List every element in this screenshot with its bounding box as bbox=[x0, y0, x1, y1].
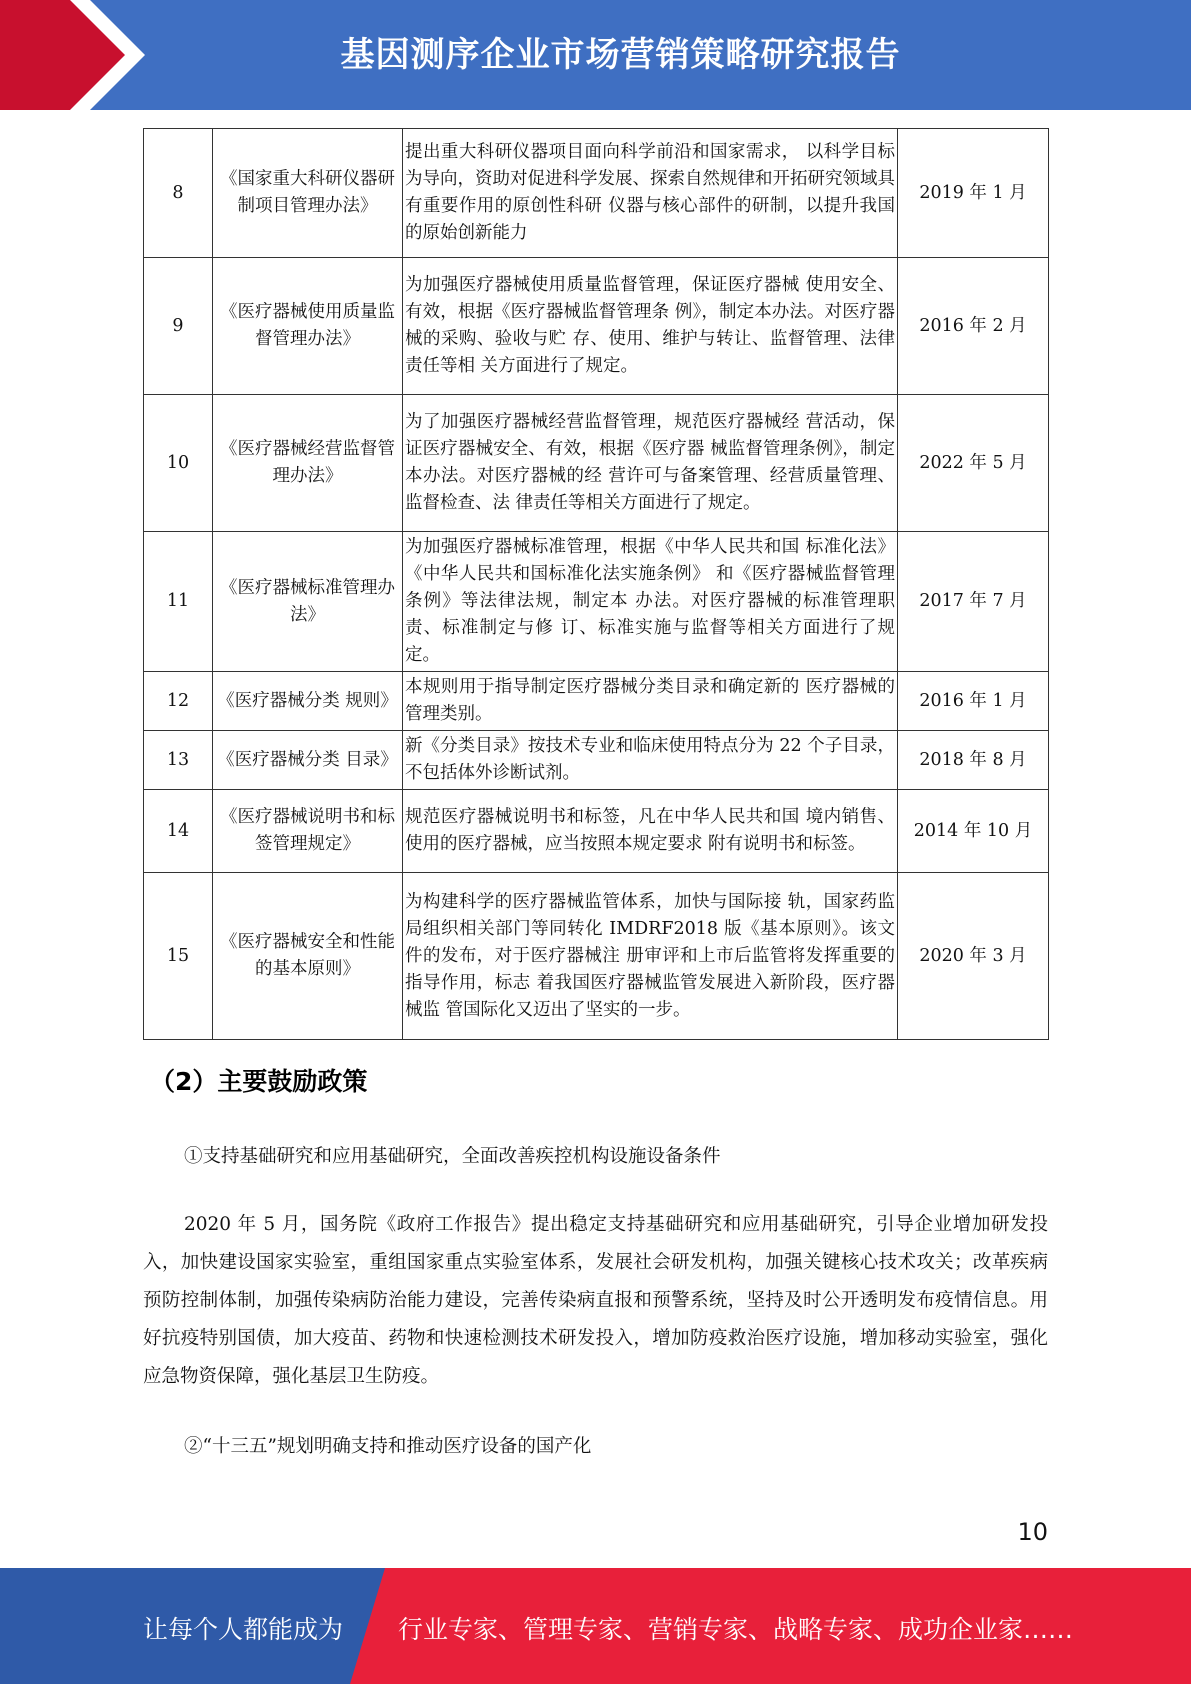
regulation-name: 《医疗器械经营监督管理办法》 bbox=[213, 395, 403, 532]
issue-date: 2016 年 1 月 bbox=[898, 672, 1049, 731]
issue-date: 2020 年 3 月 bbox=[898, 873, 1049, 1040]
footer-slogan-right: 行业专家、管理专家、营销专家、战略专家、成功企业家…… bbox=[398, 1615, 1074, 1644]
regulation-description: 为了加强医疗器械经营监督管理，规范医疗器械经 营活动，保证医疗器械安全、有效，根据《医疗器 械监督管理条例》，制定本办法。对医疗器械的经 营许可与备案管理、经营质量管理、监督检查、法 律责任等相关方面进行了规定。 bbox=[403, 395, 898, 532]
issue-date: 2017 年 7 月 bbox=[898, 532, 1049, 672]
issue-date: 2022 年 5 月 bbox=[898, 395, 1049, 532]
regulation-table-body bbox=[144, 129, 1049, 1040]
row-number: 9 bbox=[144, 258, 213, 395]
regulation-name: 《医疗器械分类 规则》 bbox=[213, 672, 403, 731]
header-red-arrow-decoration bbox=[0, 0, 160, 110]
table-row bbox=[144, 129, 1049, 258]
section-heading: （2）主要鼓励政策 bbox=[150, 1067, 368, 1096]
footer-slogan-left: 让每个人都能成为 bbox=[143, 1615, 344, 1644]
regulation-description: 规范医疗器械说明书和标签，凡在中华人民共和国 境内销售、使用的医疗器械，应当按照本规定要求 附有说明书和标签。 bbox=[403, 790, 898, 873]
table-row bbox=[144, 258, 1049, 395]
regulation-name: 《医疗器械说明书和标签管理规定》 bbox=[213, 790, 403, 873]
table-row bbox=[144, 395, 1049, 532]
row-number: 11 bbox=[144, 532, 213, 672]
regulation-name: 《国家重大科研仪器研制项目管理办法》 bbox=[213, 129, 403, 258]
regulation-description: 为加强医疗器械标准管理，根据《中华人民共和国 标准化法》《中华人民共和国标准化法实施条例》 和《医疗器械监督管理条例》等法律法规，制定本 办法。对医疗器械的标准管理职责、标准制定与修 订、标准实施与监督等相关方面进行了规定。 bbox=[403, 532, 898, 672]
regulation-name: 《医疗器械使用质量监督管理办法》 bbox=[213, 258, 403, 395]
policy-item-2: ②“十三五”规划明确支持和推动医疗设备的国产化 bbox=[184, 1436, 592, 1457]
table-row bbox=[144, 532, 1049, 672]
regulation-name: 《医疗器械分类 目录》 bbox=[213, 731, 403, 790]
row-number: 13 bbox=[144, 731, 213, 790]
regulation-name: 《医疗器械安全和性能的基本原则》 bbox=[213, 873, 403, 1040]
table-row bbox=[144, 873, 1049, 1040]
row-number: 15 bbox=[144, 873, 213, 1040]
regulation-description: 为构建科学的医疗器械监管体系，加快与国际接 轨，国家药监局组织相关部门等同转化 IMDRF2018 版《基本原则》。该文件的发布，对于医疗器械注 册审评和上市后监管将发挥重要的指导作用，标志 着我国医疗器械监管发展进入新阶段，医疗器械监 管国际化又迈出了坚实的一步。 bbox=[403, 873, 898, 1040]
policy-item-1: ①支持基础研究和应用基础研究，全面改善疾控机构设施设备条件 bbox=[184, 1146, 721, 1167]
regulation-description: 为加强医疗器械使用质量监督管理，保证医疗器械 使用安全、有效，根据《医疗器械监督管理条 例》，制定本办法。对医疗器械的采购、验收与贮 存、使用、维护与转让、监督管理、法律责任等相 关方面进行了规定。 bbox=[403, 258, 898, 395]
row-number: 10 bbox=[144, 395, 213, 532]
issue-date: 2019 年 1 月 bbox=[898, 129, 1049, 258]
table-row bbox=[144, 672, 1049, 731]
footer-banner bbox=[0, 1568, 1191, 1684]
regulation-description: 本规则用于指导制定医疗器械分类目录和确定新的 医疗器械的管理类别。 bbox=[403, 672, 898, 731]
policy-paragraph: 2020 年 5 月，国务院《政府工作报告》提出稳定支持基础研究和应用基础研究，引导企业增加研发投入，加快建设国家实验室，重组国家重点实验室体系，发展社会研发机构，加强关键核心技术攻关；改革疾病预防控制体制，加强传染病防治能力建设，完善传染病直报和预警系统，坚持及时公开透明发布疫情信息。用好抗疫特别国债，加大疫苗、药物和快速检测技术研发投入，增加防疫救治医疗设施，增加移动实验室，强化应急物资保障，强化基层卫生防疫。 bbox=[143, 1214, 1048, 1387]
issue-date: 2016 年 2 月 bbox=[898, 258, 1049, 395]
table-row bbox=[144, 790, 1049, 873]
row-number: 8 bbox=[144, 129, 213, 258]
page-number: 10 bbox=[1017, 1518, 1048, 1546]
regulation-table bbox=[143, 128, 1049, 1040]
issue-date: 2014 年 10 月 bbox=[898, 790, 1049, 873]
row-number: 14 bbox=[144, 790, 213, 873]
regulation-description: 新《分类目录》按技术专业和临床使用特点分为 22 个子目录，不包括体外诊断试剂。 bbox=[403, 731, 898, 790]
regulation-name: 《医疗器械标准管理办法》 bbox=[213, 532, 403, 672]
regulation-description: 提出重大科研仪器项目面向科学前沿和国家需求， 以科学目标为导向，资助对促进科学发展、探索自然规律和开拓研究领域具有重要作用的原创性科研 仪器与核心部件的研制，以提升我国的原始创新能力 bbox=[403, 129, 898, 258]
issue-date: 2018 年 8 月 bbox=[898, 731, 1049, 790]
row-number: 12 bbox=[144, 672, 213, 731]
table-row bbox=[144, 731, 1049, 790]
report-title: 基因测序企业市场营销策略研究报告 bbox=[340, 35, 901, 75]
header-banner bbox=[0, 0, 1191, 110]
